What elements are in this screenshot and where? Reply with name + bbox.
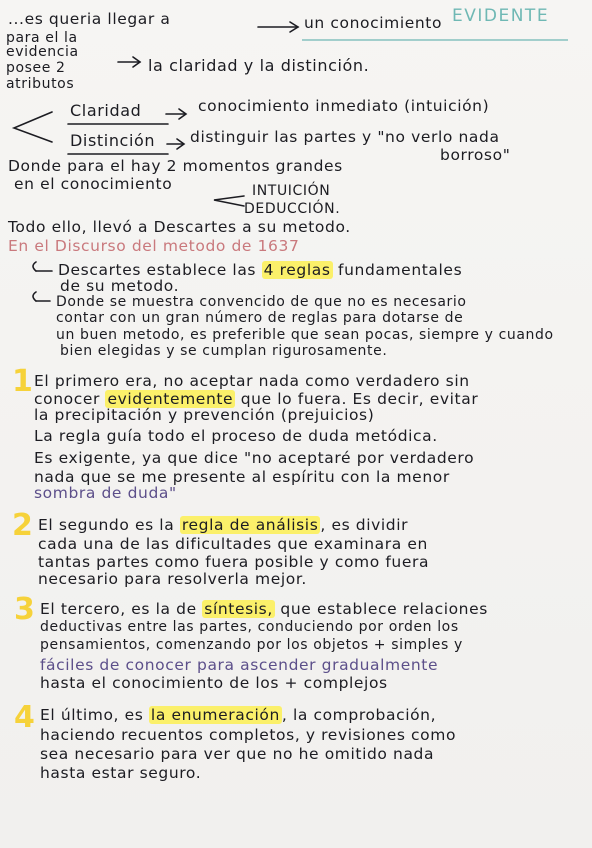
line-1b: un conocimiento <box>304 14 443 32</box>
number-3: 3 <box>14 592 35 627</box>
line-17: un buen metodo, es preferible que sean pocas, siempre y cuando <box>56 327 554 343</box>
rule4-d: hasta estar seguro. <box>40 764 202 782</box>
rule2-b: cada una de las dificultades que examinara en <box>38 535 428 553</box>
rule3-e-text: hasta el conocimiento de los + complejos <box>40 674 388 692</box>
rule1-b-text: conocer <box>34 390 100 408</box>
line-18: bien elegidas y se cumplan rigurosamente. <box>60 343 388 359</box>
highlight-4-reglas: 4 reglas <box>263 261 331 279</box>
rule3-c: pensamientos, comenzando por los objetos + simples y <box>40 637 463 653</box>
line-2: para el la <box>6 30 78 46</box>
line-13-tail: fundamentales <box>338 261 463 279</box>
line-10: en el conocimiento <box>14 175 173 193</box>
number-2: 2 <box>12 508 33 543</box>
line-5: atributos <box>6 76 75 92</box>
highlight-sintesis: síntesis, <box>204 600 273 618</box>
rule3-d: fáciles de conocer para ascender gradualmente <box>40 656 439 674</box>
rule2-a-text: El segundo es la <box>38 516 175 534</box>
highlight-enumeracion: la enumeración <box>150 706 280 724</box>
line-9: Donde para el hay 2 momentos grandes <box>8 157 343 175</box>
rule3-b: deductivas entre las partes, conduciendo por orden los <box>40 619 459 635</box>
rule3-a-tail: que establece relaciones <box>280 600 488 618</box>
number-1: 1 <box>12 364 33 399</box>
bracket <box>14 112 52 142</box>
discurso-title: En el Discurso del metodo de 1637 <box>8 237 300 255</box>
line-14: de su metodo. <box>60 277 180 295</box>
rule2-a-tail: , es dividir <box>320 516 409 534</box>
rule1-f: nada que se me presente al espíritu con la menor <box>34 468 450 486</box>
line-3: evidencia <box>6 44 79 60</box>
deduccion: DEDUCCIÓN. <box>244 201 341 217</box>
line-4: posee 2 <box>6 60 66 76</box>
rule2-c: tantas partes como fuera posible y como fuera <box>38 553 430 571</box>
rule1-g: sombra de duda" <box>34 484 177 502</box>
sub-arrow-1 <box>33 262 36 271</box>
line-3b: la claridad y la distinción. <box>148 56 370 75</box>
highlight-analisis: regla de análisis <box>181 516 319 534</box>
rule3-e <box>40 674 388 692</box>
line-16: contar con un gran número de reglas para dotarse de <box>56 310 464 326</box>
evidente-word: EVIDENTE <box>452 6 550 26</box>
borroso: borroso" <box>440 146 511 164</box>
rule4-a <box>40 706 436 724</box>
rule1-e: Es exigente, ya que dice "no aceptaré por verdadero <box>34 449 475 467</box>
rule1-a: El primero era, no aceptar nada como verdadero sin <box>34 372 470 390</box>
sub-arrow-2 <box>33 292 36 301</box>
rule1-c: la precipitación y prevención (prejuicios) <box>34 406 375 424</box>
line-11: Todo ello, llevó a Descartes a su metodo. <box>8 218 351 236</box>
rule1-d: La regla guía todo el proceso de duda metódica. <box>34 427 438 445</box>
line-1a: ...es queria llegar a <box>8 10 171 28</box>
highlight-evidentemente: evidentemente <box>107 390 234 408</box>
rule2-d: necesario para resolverla mejor. <box>38 570 307 588</box>
rule4-a-tail: , la comprobación, <box>281 706 437 724</box>
rule4-a-text: El último, es <box>40 706 144 724</box>
rule3-a-text: El tercero, es la de <box>40 600 197 618</box>
claridad-def: conocimiento inmediato (intuición) <box>198 97 490 115</box>
rule1-b-tail: que lo fuera. Es decir, evitar <box>240 390 479 408</box>
line-15: Donde se muestra convencido de que no es necesario <box>56 294 467 310</box>
number-4: 4 <box>14 700 35 735</box>
rule2-a <box>38 516 408 534</box>
rule3-a <box>40 600 488 618</box>
claridad-label: Claridad <box>70 101 142 120</box>
line-13-text: Descartes establece las <box>58 261 257 279</box>
fork <box>214 196 244 206</box>
rule4-c: sea necesario para ver que no he omitido nada <box>40 745 435 763</box>
distincion-def: distinguir las partes y "no verlo nada <box>190 128 500 146</box>
intuicion: INTUICIÓN <box>252 183 331 199</box>
distincion-label: Distinción <box>70 131 156 150</box>
rule4-b: haciendo recuentos completos, y revisiones como <box>40 726 457 744</box>
